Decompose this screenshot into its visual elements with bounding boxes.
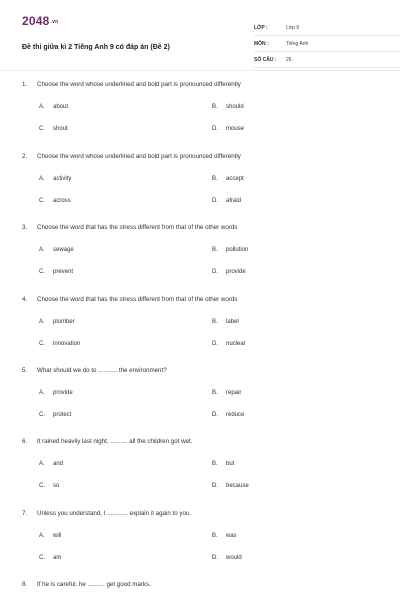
option-text: was — [226, 533, 237, 539]
option-d[interactable] — [212, 124, 244, 134]
meta-key: LỚP : — [254, 25, 268, 31]
option-d[interactable] — [212, 481, 249, 491]
option-key: C. — [39, 198, 45, 204]
option-d[interactable] — [212, 339, 246, 349]
option-key: D. — [212, 555, 218, 561]
option-text: across — [53, 198, 71, 204]
option-a[interactable] — [39, 245, 74, 255]
option-text: mouse — [226, 126, 245, 132]
question-number: 5. — [22, 367, 28, 374]
meta-key: SỐ CÂU : — [254, 57, 277, 63]
option-key: B. — [212, 461, 218, 467]
option-b[interactable] — [212, 317, 239, 327]
question-text: Choose the word whose underlined and bold part is pronounced differently — [37, 153, 241, 160]
option-key: A. — [39, 104, 45, 110]
option-key: D. — [212, 126, 218, 132]
site-logo[interactable] — [22, 14, 58, 28]
option-b[interactable] — [212, 388, 241, 398]
option-key: D. — [212, 341, 218, 347]
logo-suffix: .vn — [50, 18, 59, 25]
option-key: C. — [39, 483, 45, 489]
question-text: What should we do to ........... the environment? — [37, 367, 167, 374]
question-text: It rained heavily last night, .......... all the children got wet. — [37, 438, 193, 445]
question-prompt — [22, 580, 378, 590]
option-b[interactable] — [212, 459, 234, 469]
option-key: C. — [39, 555, 45, 561]
option-text: about — [53, 104, 69, 110]
option-key: D. — [212, 269, 218, 275]
option-text: innovation — [53, 341, 81, 347]
option-key: B. — [212, 247, 218, 253]
option-text: protect — [53, 412, 72, 418]
option-key: B. — [212, 104, 218, 110]
option-key: A. — [39, 533, 45, 539]
question-text: Choose the word that has the stress different from that of the other words — [37, 296, 238, 303]
question-number: 4. — [22, 296, 28, 303]
option-key: B. — [212, 390, 218, 396]
option-b[interactable] — [212, 174, 244, 184]
meta-value: Tiếng Anh — [286, 41, 309, 47]
option-key: A. — [39, 461, 45, 467]
document-title: Đề thi giữa kì 2 Tiếng Anh 9 có đáp án (Đề 2) — [22, 44, 170, 51]
option-text: accept — [226, 176, 244, 182]
option-text: label — [226, 319, 239, 325]
option-c[interactable] — [39, 124, 68, 134]
option-text: am — [53, 555, 62, 561]
question-8 — [22, 580, 378, 590]
option-key: A. — [39, 176, 45, 182]
question-3 — [22, 223, 378, 275]
option-a[interactable] — [39, 102, 68, 112]
option-c[interactable] — [39, 481, 59, 491]
option-text: repair — [226, 390, 242, 396]
option-c[interactable] — [39, 553, 61, 563]
question-number: 3. — [22, 224, 28, 231]
question-7 — [22, 509, 378, 561]
option-text: prevent — [53, 269, 74, 275]
question-number: 7. — [22, 510, 28, 517]
question-prompt — [22, 366, 378, 376]
option-text: should — [226, 104, 244, 110]
meta-row-count — [254, 54, 400, 68]
option-b[interactable] — [212, 245, 248, 255]
option-text: plumber — [53, 319, 75, 325]
question-prompt — [22, 152, 378, 162]
option-key: B. — [212, 176, 218, 182]
option-c[interactable] — [39, 196, 71, 206]
option-key: C. — [39, 341, 45, 347]
question-prompt — [22, 80, 378, 90]
option-key: D. — [212, 483, 218, 489]
meta-row-class — [254, 22, 400, 36]
option-text: reduce — [226, 412, 245, 418]
option-key: C. — [39, 126, 45, 132]
option-a[interactable] — [39, 317, 75, 327]
question-number: 6. — [22, 438, 28, 445]
exam-header — [22, 12, 378, 64]
option-a[interactable] — [39, 459, 63, 469]
option-key: C. — [39, 269, 45, 275]
logo-main: 2048 — [22, 14, 50, 28]
option-key: A. — [39, 319, 45, 325]
option-a[interactable] — [39, 388, 73, 398]
question-5 — [22, 366, 378, 418]
question-number: 2. — [22, 153, 28, 160]
option-d[interactable] — [212, 553, 242, 563]
meta-key: MÔN : — [254, 41, 269, 47]
question-text: If he is careful, he .......... get good marks. — [37, 581, 151, 588]
question-number: 1. — [22, 81, 28, 88]
question-4 — [22, 295, 378, 347]
option-a[interactable] — [39, 174, 71, 184]
option-key: D. — [212, 412, 218, 418]
meta-row-subject — [254, 38, 400, 52]
meta-value: Lớp 9 — [286, 25, 300, 31]
question-6 — [22, 437, 378, 489]
exam-meta — [254, 22, 400, 70]
option-text: sewage — [53, 247, 74, 253]
option-text: would — [226, 555, 242, 561]
option-text: so — [53, 483, 60, 489]
option-key: B. — [212, 319, 218, 325]
option-b[interactable] — [212, 531, 237, 541]
option-text: provide — [226, 269, 246, 275]
question-2 — [22, 152, 378, 204]
option-c[interactable] — [39, 267, 73, 277]
option-a[interactable] — [39, 531, 61, 541]
option-text: shout — [53, 126, 68, 132]
question-text: Choose the word that has the stress different from that of the other words — [37, 224, 238, 231]
header-divider — [0, 70, 400, 71]
question-prompt — [22, 223, 378, 233]
option-text: pollution — [226, 247, 249, 253]
option-d[interactable] — [212, 196, 241, 206]
option-key: D. — [212, 198, 218, 204]
question-text: Choose the word whose underlined and bold part is pronounced differently — [37, 81, 241, 88]
option-key: B. — [212, 533, 218, 539]
option-c[interactable] — [39, 339, 80, 349]
meta-value: 26 — [286, 57, 292, 63]
option-text: afraid — [226, 198, 242, 204]
question-prompt — [22, 509, 378, 519]
option-d[interactable] — [212, 267, 246, 277]
option-text: because — [226, 483, 249, 489]
option-d[interactable] — [212, 410, 244, 420]
question-prompt — [22, 295, 378, 305]
question-prompt — [22, 437, 378, 447]
question-number: 8. — [22, 581, 28, 588]
option-b[interactable] — [212, 102, 244, 112]
option-text: but — [226, 461, 235, 467]
option-text: nuclear — [226, 341, 246, 347]
option-key: A. — [39, 247, 45, 253]
option-text: and — [53, 461, 64, 467]
option-text: will — [53, 533, 62, 539]
question-text: Unless you understand, I ............ explain it again to you. — [37, 510, 192, 517]
option-c[interactable] — [39, 410, 71, 420]
option-key: C. — [39, 412, 45, 418]
option-key: A. — [39, 390, 45, 396]
option-text: provide — [53, 390, 73, 396]
question-1 — [22, 80, 378, 132]
option-text: activity — [53, 176, 72, 182]
